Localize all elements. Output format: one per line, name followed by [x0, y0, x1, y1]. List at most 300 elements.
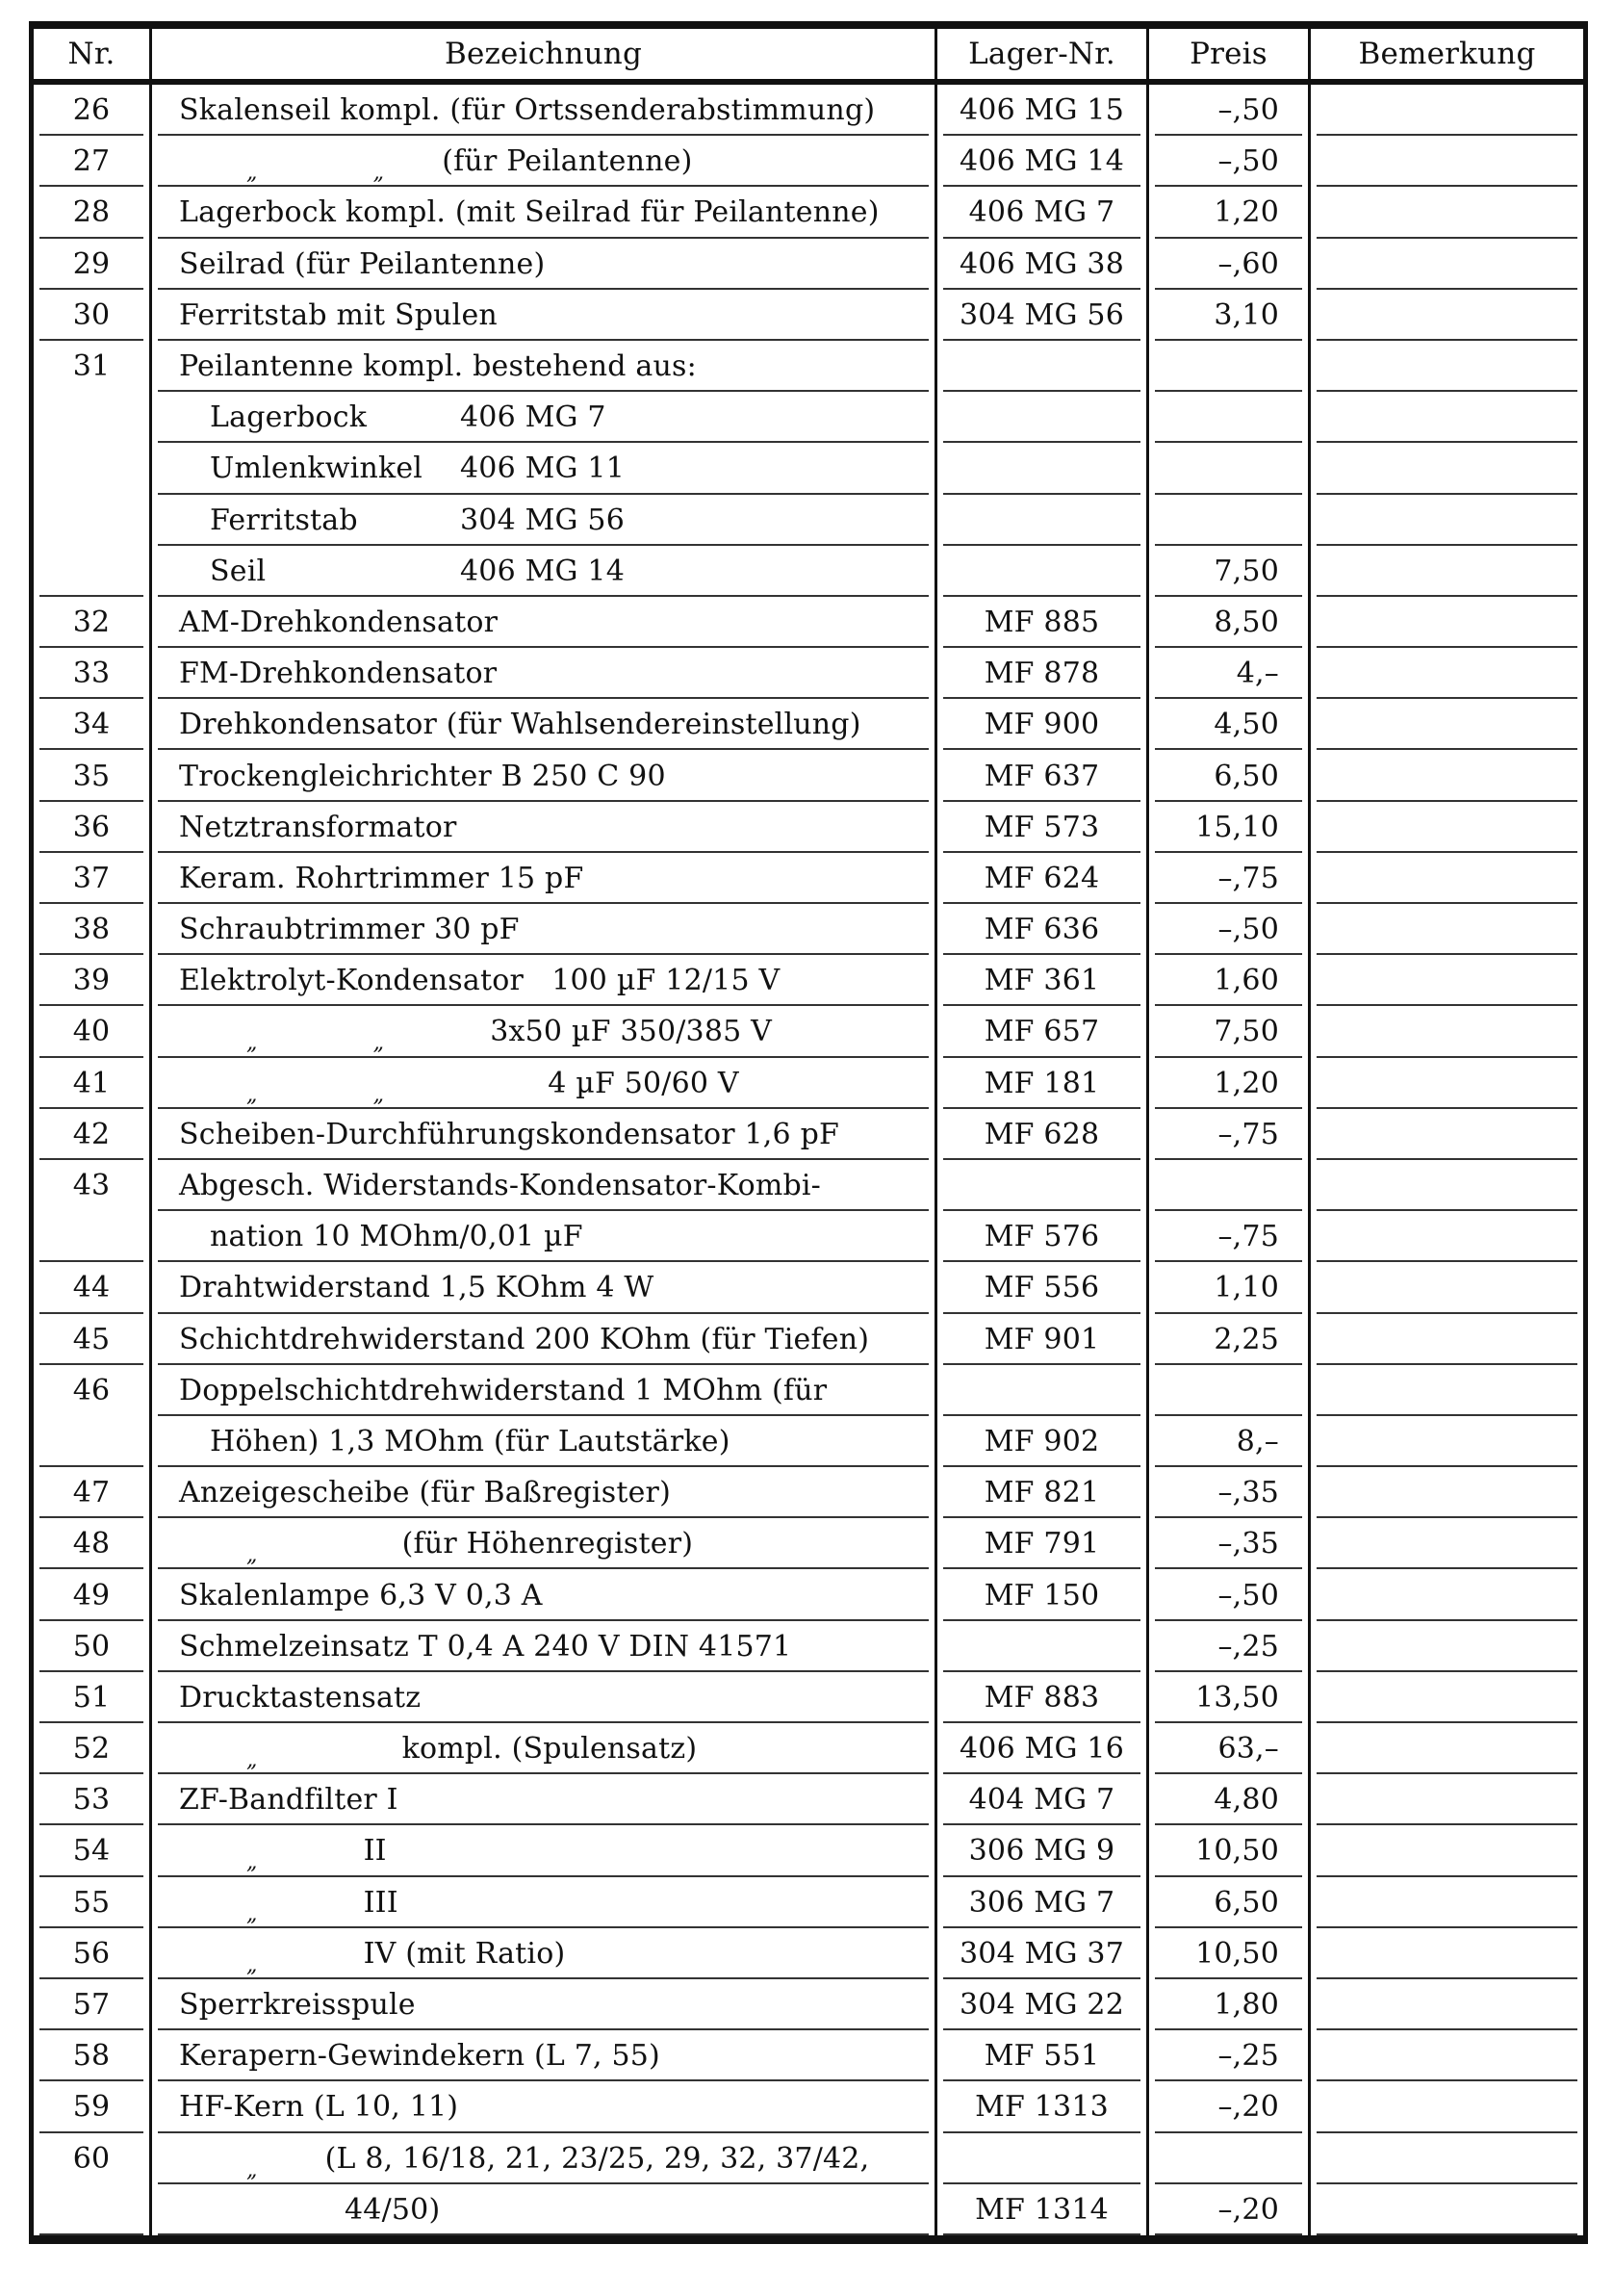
item-description: (für Peilantenne) — [442, 144, 693, 179]
item-description: nation 10 MOhm/0,01 µF — [210, 1220, 583, 1254]
cell-bemerkung — [1311, 955, 1583, 1006]
cell-bezeichnung — [152, 85, 937, 136]
table-row — [34, 1365, 1583, 1416]
cell-bemerkung — [1311, 1058, 1583, 1109]
cell-preis: 1,60 — [1149, 955, 1311, 1006]
table-row — [34, 341, 1583, 392]
cell-bezeichnung — [152, 1160, 937, 1211]
cell-preis: –,75 — [1149, 1211, 1311, 1262]
table-row — [34, 1416, 1583, 1467]
cell-bemerkung — [1311, 853, 1583, 904]
cell-lager-nr: 304 MG 22 — [937, 1979, 1149, 2030]
cell-nr: 26 — [34, 85, 152, 136]
cell-bezeichnung — [152, 750, 937, 801]
cell-lager-nr — [937, 546, 1149, 597]
cell-lager-nr: MF 624 — [937, 853, 1149, 904]
cell-bemerkung — [1311, 1979, 1583, 2030]
cell-lager-nr: MF 150 — [937, 1569, 1149, 1620]
cell-lager-nr: 406 MG 7 — [937, 187, 1149, 238]
cell-bemerkung — [1311, 1774, 1583, 1825]
ditto-mark: „ — [246, 1748, 258, 1773]
cell-preis: –,20 — [1149, 2081, 1311, 2132]
table-row — [34, 1211, 1583, 1262]
ditto-mark: „ — [372, 161, 385, 186]
item-description: Abgesch. Widerstands-Kondensator-Kombi- — [179, 1169, 822, 1203]
table-row — [34, 1723, 1583, 1774]
cell-bemerkung — [1311, 648, 1583, 699]
cell-lager-nr: 304 MG 56 — [937, 290, 1149, 341]
table-row — [34, 1825, 1583, 1876]
cell-nr: 42 — [34, 1109, 152, 1160]
cell-bemerkung — [1311, 1211, 1583, 1262]
cell-bezeichnung — [152, 392, 937, 443]
cell-bezeichnung — [152, 1928, 937, 1979]
item-description: 44/50) — [345, 2192, 441, 2227]
item-description: Ferritstab mit Spulen — [179, 297, 498, 332]
cell-nr: 50 — [34, 1621, 152, 1672]
cell-bemerkung — [1311, 290, 1583, 341]
cell-bezeichnung — [152, 1416, 937, 1467]
cell-preis — [1149, 1365, 1311, 1416]
item-description: FM-Drehkondensator — [179, 657, 498, 691]
cell-bezeichnung — [152, 1211, 937, 1262]
cell-preis: 7,50 — [1149, 1006, 1311, 1057]
cell-bezeichnung — [152, 546, 937, 597]
cell-bemerkung — [1311, 392, 1583, 443]
cell-nr: 48 — [34, 1518, 152, 1569]
cell-bemerkung — [1311, 136, 1583, 187]
item-description: AM-Drehkondensator — [179, 605, 499, 639]
sub-item-name: Seil — [210, 554, 267, 588]
cell-bemerkung — [1311, 1314, 1583, 1365]
table-row — [34, 85, 1583, 136]
cell-preis: 3,10 — [1149, 290, 1311, 341]
sub-item-name: Lagerbock — [210, 400, 368, 435]
cell-bezeichnung — [152, 443, 937, 494]
item-description: Seilrad (für Peilantenne) — [179, 246, 546, 281]
table-row — [34, 853, 1583, 904]
table-row — [34, 546, 1583, 597]
cell-preis: 63,– — [1149, 1723, 1311, 1774]
cell-lager-nr: MF 901 — [937, 1314, 1149, 1365]
cell-lager-nr: MF 181 — [937, 1058, 1149, 1109]
cell-bemerkung — [1311, 1928, 1583, 1979]
table-row — [34, 904, 1583, 955]
item-description: Höhen) 1,3 MOhm (für Lautstärke) — [210, 1424, 730, 1458]
cell-bezeichnung — [152, 187, 937, 238]
cell-nr: 56 — [34, 1928, 152, 1979]
cell-nr: 43 — [34, 1160, 152, 1211]
cell-nr: 29 — [34, 239, 152, 290]
cell-nr: 31 — [34, 341, 152, 392]
table-row — [34, 1569, 1583, 1620]
cell-lager-nr: 304 MG 37 — [937, 1928, 1149, 1979]
ditto-mark: „ — [246, 1543, 258, 1568]
cell-bezeichnung — [152, 802, 937, 853]
cell-nr: 34 — [34, 699, 152, 750]
cell-lager-nr: MF 576 — [937, 1211, 1149, 1262]
table-row — [34, 597, 1583, 648]
item-description: Schichtdrehwiderstand 200 KOhm (für Tiefen) — [179, 1322, 870, 1356]
table-row — [34, 1058, 1583, 1109]
table-row — [34, 1109, 1583, 1160]
cell-lager-nr: 306 MG 7 — [937, 1877, 1149, 1928]
cell-bemerkung — [1311, 1262, 1583, 1313]
cell-bemerkung — [1311, 2133, 1583, 2184]
cell-lager-nr: 406 MG 38 — [937, 239, 1149, 290]
cell-nr — [34, 443, 152, 494]
cell-preis: –,50 — [1149, 1569, 1311, 1620]
cell-lager-nr: MF 821 — [937, 1467, 1149, 1518]
cell-nr — [34, 392, 152, 443]
cell-bemerkung — [1311, 699, 1583, 750]
cell-bemerkung — [1311, 2184, 1583, 2235]
cell-bemerkung — [1311, 341, 1583, 392]
header-bezeichnung: Bezeichnung — [152, 29, 937, 79]
cell-bezeichnung — [152, 2030, 937, 2081]
cell-bezeichnung — [152, 699, 937, 750]
table-row — [34, 1160, 1583, 1211]
cell-nr: 30 — [34, 290, 152, 341]
cell-lager-nr — [937, 1160, 1149, 1211]
cell-bemerkung — [1311, 1518, 1583, 1569]
cell-nr: 53 — [34, 1774, 152, 1825]
cell-lager-nr: MF 657 — [937, 1006, 1149, 1057]
cell-lager-nr: MF 878 — [937, 648, 1149, 699]
cell-preis: –,35 — [1149, 1467, 1311, 1518]
cell-bezeichnung — [152, 1058, 937, 1109]
cell-nr: 37 — [34, 853, 152, 904]
item-description: Peilantenne kompl. bestehend aus: — [179, 349, 697, 384]
table-row — [34, 443, 1583, 494]
cell-bezeichnung — [152, 290, 937, 341]
cell-lager-nr: MF 900 — [937, 699, 1149, 750]
ditto-mark: „ — [372, 1031, 385, 1056]
item-description: (L 8, 16/18, 21, 23/25, 29, 32, 37/42, — [324, 2141, 870, 2176]
cell-bemerkung — [1311, 443, 1583, 494]
cell-nr: 35 — [34, 750, 152, 801]
cell-bemerkung — [1311, 1723, 1583, 1774]
cell-bemerkung — [1311, 2081, 1583, 2132]
ditto-mark: „ — [246, 1031, 258, 1056]
cell-bezeichnung — [152, 1621, 937, 1672]
cell-bemerkung — [1311, 1006, 1583, 1057]
cell-lager-nr: 306 MG 9 — [937, 1825, 1149, 1876]
cell-preis: 10,50 — [1149, 1825, 1311, 1876]
cell-bezeichnung — [152, 1109, 937, 1160]
ditto-mark: „ — [246, 1850, 258, 1875]
item-description: ZF-Bandfilter I — [179, 1783, 398, 1818]
cell-bezeichnung — [152, 1314, 937, 1365]
cell-lager-nr — [937, 443, 1149, 494]
cell-preis: 1,20 — [1149, 187, 1311, 238]
item-description: Scheiben-Durchführungskondensator 1,6 pF — [179, 1117, 839, 1151]
cell-lager-nr: MF 361 — [937, 955, 1149, 1006]
item-description: Keram. Rohrtrimmer 15 pF — [179, 861, 584, 895]
cell-nr: 58 — [34, 2030, 152, 2081]
item-description: Drucktastensatz — [179, 1680, 422, 1715]
sub-item-lager-nr: 406 MG 11 — [460, 451, 625, 486]
item-description: Lagerbock kompl. (mit Seilrad für Peilantenne) — [179, 195, 880, 230]
cell-preis — [1149, 392, 1311, 443]
sub-item-lager-nr: 406 MG 14 — [460, 554, 625, 588]
cell-bezeichnung — [152, 1365, 937, 1416]
cell-preis: –,50 — [1149, 85, 1311, 136]
item-description: IV (mit Ratio) — [363, 1936, 566, 1971]
cell-bemerkung — [1311, 1467, 1583, 1518]
cell-bemerkung — [1311, 1109, 1583, 1160]
cell-lager-nr — [937, 495, 1149, 546]
ditto-mark: „ — [372, 1082, 385, 1107]
cell-bezeichnung — [152, 853, 937, 904]
cell-lager-nr — [937, 1365, 1149, 1416]
cell-preis: –,35 — [1149, 1518, 1311, 1569]
cell-bezeichnung — [152, 1723, 937, 1774]
table-row — [34, 239, 1583, 290]
cell-preis: 8,50 — [1149, 597, 1311, 648]
cell-nr — [34, 495, 152, 546]
cell-bemerkung — [1311, 1825, 1583, 1876]
cell-lager-nr: MF 556 — [937, 1262, 1149, 1313]
cell-bezeichnung — [152, 597, 937, 648]
cell-nr: 45 — [34, 1314, 152, 1365]
cell-nr: 44 — [34, 1262, 152, 1313]
cell-preis — [1149, 495, 1311, 546]
table-row — [34, 1928, 1583, 1979]
table-row — [34, 2030, 1583, 2081]
item-description: Netztransformator — [179, 810, 457, 844]
item-description: II — [363, 1834, 387, 1869]
item-description: 3x50 µF 350/385 V — [490, 1015, 773, 1049]
cell-preis: 15,10 — [1149, 802, 1311, 853]
header-bemerkung: Bemerkung — [1358, 37, 1536, 71]
item-description: Skalenlampe 6,3 V 0,3 A — [179, 1578, 543, 1612]
cell-preis: –,75 — [1149, 1109, 1311, 1160]
cell-bemerkung — [1311, 1877, 1583, 1928]
cell-bezeichnung — [152, 239, 937, 290]
cell-bemerkung — [1311, 1160, 1583, 1211]
cell-bezeichnung — [152, 1877, 937, 1928]
item-description: HF-Kern (L 10, 11) — [179, 2090, 459, 2125]
cell-lager-nr: MF 791 — [937, 1518, 1149, 1569]
cell-preis: 10,50 — [1149, 1928, 1311, 1979]
cell-preis: 2,25 — [1149, 1314, 1311, 1365]
cell-preis: –,50 — [1149, 904, 1311, 955]
cell-lager-nr: MF 628 — [937, 1109, 1149, 1160]
cell-lager-nr: MF 551 — [937, 2030, 1149, 2081]
cell-preis — [1149, 341, 1311, 392]
cell-nr: 32 — [34, 597, 152, 648]
cell-lager-nr: 406 MG 16 — [937, 1723, 1149, 1774]
cell-preis: –,75 — [1149, 853, 1311, 904]
cell-nr — [34, 2184, 152, 2235]
cell-nr: 38 — [34, 904, 152, 955]
cell-bezeichnung — [152, 2184, 937, 2235]
item-description: kompl. (Spulensatz) — [401, 1732, 698, 1767]
cell-nr: 57 — [34, 1979, 152, 2030]
item-description: Trockengleichrichter B 250 C 90 — [179, 759, 666, 793]
cell-nr: 27 — [34, 136, 152, 187]
cell-bemerkung — [1311, 187, 1583, 238]
cell-nr: 41 — [34, 1058, 152, 1109]
table-row — [34, 2133, 1583, 2184]
item-description: Kerapern-Gewindekern (L 7, 55) — [179, 2039, 660, 2074]
cell-bemerkung — [1311, 802, 1583, 853]
cell-bezeichnung — [152, 495, 937, 546]
cell-lager-nr: MF 636 — [937, 904, 1149, 955]
item-description: Schmelzeinsatz T 0,4 A 240 V DIN 41571 — [179, 1629, 792, 1664]
cell-nr: 60 — [34, 2133, 152, 2184]
cell-lager-nr: 404 MG 7 — [937, 1774, 1149, 1825]
cell-preis: –,25 — [1149, 1621, 1311, 1672]
table-row — [34, 802, 1583, 853]
cell-lager-nr — [937, 1621, 1149, 1672]
cell-nr: 52 — [34, 1723, 152, 1774]
cell-preis: 1,20 — [1149, 1058, 1311, 1109]
cell-lager-nr — [937, 392, 1149, 443]
cell-bezeichnung — [152, 341, 937, 392]
cell-lager-nr: MF 902 — [937, 1416, 1149, 1467]
item-description: Elektrolyt-Kondensator 100 µF 12/15 V — [179, 964, 781, 998]
table-row — [34, 187, 1583, 238]
cell-lager-nr: MF 1313 — [937, 2081, 1149, 2132]
cell-bezeichnung — [152, 904, 937, 955]
cell-preis: –,20 — [1149, 2184, 1311, 2235]
sub-item-lager-nr: 304 MG 56 — [460, 503, 625, 537]
table-row — [34, 648, 1583, 699]
table-row — [34, 1672, 1583, 1723]
cell-lager-nr — [937, 341, 1149, 392]
table-header-row — [34, 29, 1583, 85]
cell-preis: 1,10 — [1149, 1262, 1311, 1313]
item-description: Drehkondensator (für Wahlsendereinstellung) — [179, 708, 861, 742]
table-row — [34, 2184, 1583, 2235]
cell-preis: –,60 — [1149, 239, 1311, 290]
ditto-mark: „ — [246, 1082, 258, 1107]
cell-bezeichnung — [152, 955, 937, 1006]
cell-bemerkung — [1311, 2030, 1583, 2081]
table-row — [34, 1314, 1583, 1365]
cell-preis: 6,50 — [1149, 750, 1311, 801]
header-lager-nr: Lager-Nr. — [937, 29, 1149, 79]
cell-bezeichnung — [152, 1672, 937, 1723]
item-description: Skalenseil kompl. (für Ortssenderabstimmung) — [179, 93, 876, 128]
cell-lager-nr: MF 883 — [937, 1672, 1149, 1723]
cell-preis — [1149, 1160, 1311, 1211]
sub-item-name: Umlenkwinkel — [210, 451, 423, 486]
item-description: (für Höhenregister) — [401, 1527, 694, 1561]
cell-bezeichnung — [152, 1518, 937, 1569]
cell-preis: –,50 — [1149, 136, 1311, 187]
cell-lager-nr: MF 637 — [937, 750, 1149, 801]
ditto-mark: „ — [246, 161, 258, 186]
cell-bemerkung — [1311, 1365, 1583, 1416]
sub-item-name: Ferritstab — [210, 503, 358, 537]
cell-nr: 36 — [34, 802, 152, 853]
table-row — [34, 1877, 1583, 1928]
cell-bezeichnung — [152, 1006, 937, 1057]
cell-bemerkung — [1311, 85, 1583, 136]
table-row — [34, 136, 1583, 187]
cell-bemerkung — [1311, 750, 1583, 801]
cell-preis — [1149, 2133, 1311, 2184]
cell-preis: 8,– — [1149, 1416, 1311, 1467]
cell-nr: 40 — [34, 1006, 152, 1057]
cell-bezeichnung — [152, 1979, 937, 2030]
item-description: Anzeigescheibe (für Baßregister) — [179, 1476, 671, 1510]
cell-nr: 54 — [34, 1825, 152, 1876]
cell-bezeichnung — [152, 136, 937, 187]
table-row — [34, 392, 1583, 443]
cell-bezeichnung — [152, 1825, 937, 1876]
item-description: 4 µF 50/60 V — [548, 1066, 739, 1100]
table-row — [34, 2081, 1583, 2132]
cell-preis: 4,50 — [1149, 699, 1311, 750]
item-description: Drahtwiderstand 1,5 KOhm 4 W — [179, 1271, 654, 1305]
cell-nr: 46 — [34, 1365, 152, 1416]
cell-nr: 47 — [34, 1467, 152, 1518]
table-row — [34, 1621, 1583, 1672]
table-row — [34, 1467, 1583, 1518]
cell-nr: 59 — [34, 2081, 152, 2132]
table-row — [34, 955, 1583, 1006]
item-description: Sperrkreisspule — [179, 1988, 416, 2023]
cell-preis: 1,80 — [1149, 1979, 1311, 2030]
cell-bemerkung — [1311, 1416, 1583, 1467]
cell-bemerkung — [1311, 597, 1583, 648]
cell-nr: 51 — [34, 1672, 152, 1723]
table-row — [34, 290, 1583, 341]
table-row — [34, 1006, 1583, 1057]
table-row — [34, 1979, 1583, 2030]
cell-lager-nr: MF 1314 — [937, 2184, 1149, 2235]
cell-bemerkung — [1311, 1621, 1583, 1672]
table-row — [34, 699, 1583, 750]
cell-bemerkung — [1311, 495, 1583, 546]
cell-preis — [1149, 443, 1311, 494]
cell-nr — [34, 1416, 152, 1467]
sub-item-lager-nr: 406 MG 7 — [460, 400, 606, 435]
ditto-mark: „ — [246, 2157, 258, 2182]
cell-bemerkung — [1311, 239, 1583, 290]
cell-lager-nr: 406 MG 15 — [937, 85, 1149, 136]
cell-bezeichnung — [152, 2133, 937, 2184]
cell-bezeichnung — [152, 1569, 937, 1620]
cell-preis: 4,80 — [1149, 1774, 1311, 1825]
cell-nr: 55 — [34, 1877, 152, 1928]
cell-bemerkung — [1311, 904, 1583, 955]
table-frame — [29, 21, 1588, 2244]
table-row — [34, 495, 1583, 546]
cell-preis: 4,– — [1149, 648, 1311, 699]
cell-preis: 7,50 — [1149, 546, 1311, 597]
cell-lager-nr: 406 MG 14 — [937, 136, 1149, 187]
cell-bemerkung — [1311, 1672, 1583, 1723]
cell-nr: 33 — [34, 648, 152, 699]
cell-nr — [34, 546, 152, 597]
table-row — [34, 1518, 1583, 1569]
header-nr: Nr. — [34, 29, 152, 79]
cell-lager-nr: MF 573 — [937, 802, 1149, 853]
cell-bemerkung — [1311, 546, 1583, 597]
cell-preis: 13,50 — [1149, 1672, 1311, 1723]
cell-nr: 39 — [34, 955, 152, 1006]
cell-bezeichnung — [152, 1467, 937, 1518]
cell-bezeichnung — [152, 1262, 937, 1313]
item-description: Doppelschichtdrehwiderstand 1 MOhm (für — [179, 1373, 828, 1407]
table-row — [34, 1774, 1583, 1825]
cell-preis: –,25 — [1149, 2030, 1311, 2081]
